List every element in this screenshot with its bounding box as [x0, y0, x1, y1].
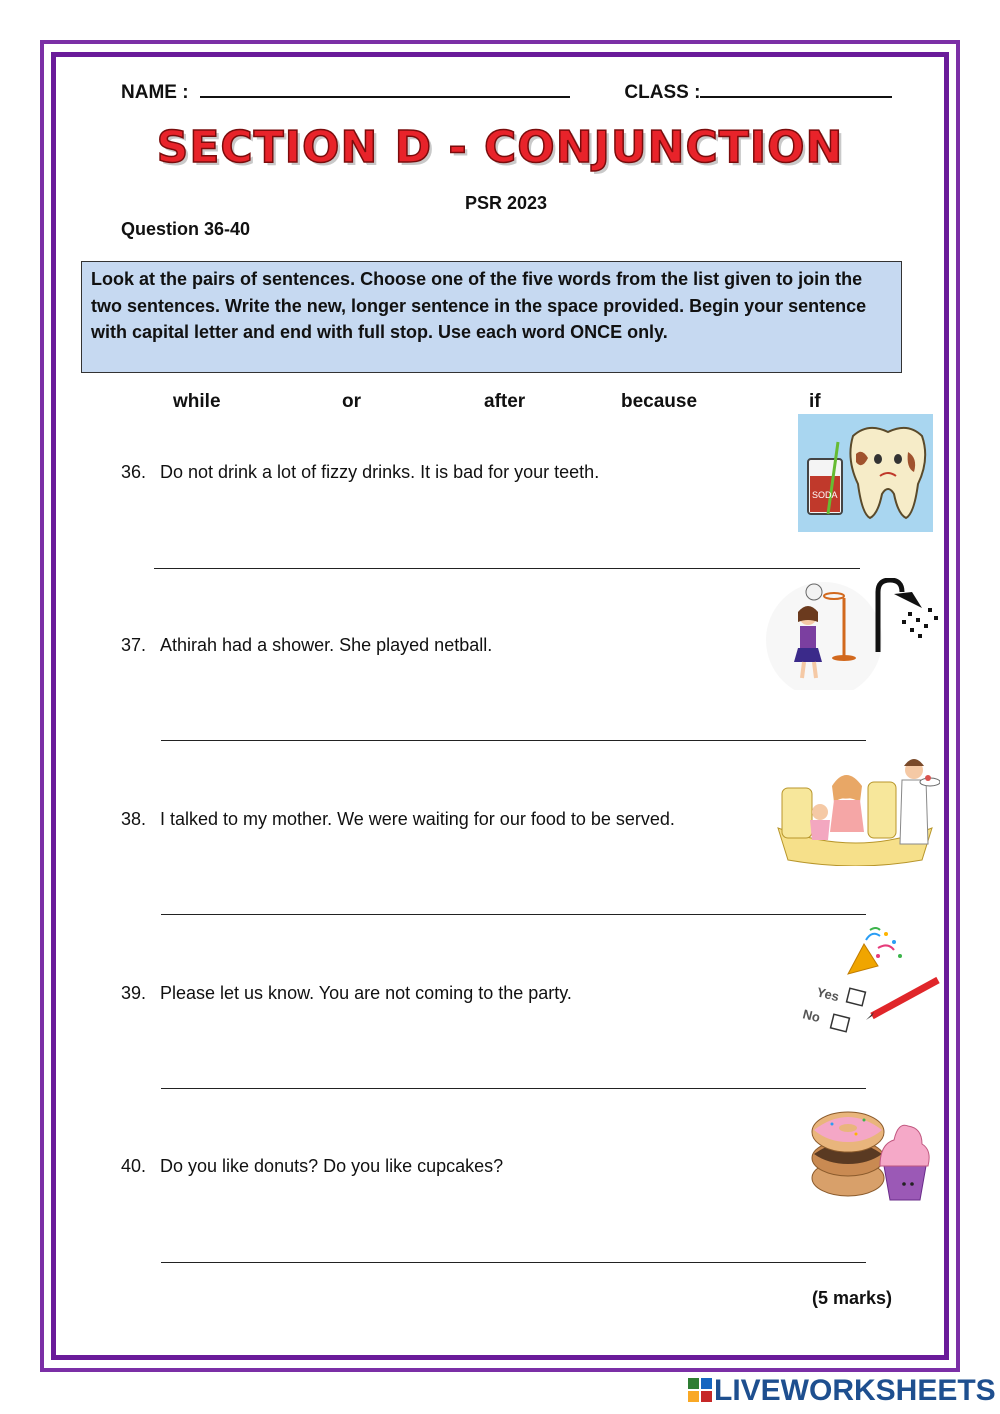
question-39 — [121, 983, 572, 1004]
exam-label: PSR 2023 — [464, 193, 548, 213]
question-number: 38. — [121, 809, 147, 829]
brand-text: LIVEWORKSHEETS — [714, 1374, 996, 1407]
question-number: 36. — [121, 462, 147, 482]
question-38 — [121, 809, 675, 830]
answer-line-39[interactable] — [161, 1088, 866, 1089]
word-bank-item: if — [809, 391, 821, 412]
netball-shower-picture — [762, 578, 944, 690]
yes-label: Yes — [815, 984, 841, 1005]
answer-line-40[interactable] — [161, 1262, 866, 1263]
name-class-row — [121, 80, 892, 104]
question-text: Athirah had a shower. She played netball. — [160, 635, 493, 655]
question-36 — [121, 462, 599, 483]
yes-checkbox — [847, 988, 866, 1005]
party-checkbox-picture — [782, 926, 942, 1038]
name-field[interactable] — [200, 80, 570, 98]
class-field[interactable] — [700, 80, 892, 98]
marks-label: (5 marks) — [811, 1288, 892, 1308]
question-range: Question 36-40 — [121, 219, 251, 239]
restaurant-family-picture — [772, 748, 940, 866]
question-37 — [121, 635, 492, 656]
instruction-box: Look at the pairs of sentences. Choose one of the five words from the list given to join the two sentences. Write the new, longer sentence in the space provided. Begin your sentence with capital letter and end with full stop. Use each word ONCE only. — [81, 261, 902, 373]
name-label: NAME : — [121, 82, 189, 103]
question-text: Please let us know. You are not coming to the party. — [160, 983, 572, 1003]
liveworksheets-brand — [688, 1374, 996, 1408]
question-40 — [121, 1156, 503, 1177]
answer-line-36[interactable] — [154, 568, 860, 569]
soda-tooth-picture — [798, 414, 933, 532]
question-text: Do you like donuts? Do you like cupcakes? — [160, 1156, 504, 1176]
question-text: I talked to my mother. We were waiting for our food to be served. — [160, 809, 675, 829]
question-number: 40. — [121, 1156, 147, 1176]
worksheet-title: SECTION D - CONJUNCTION — [156, 122, 844, 173]
class-label: CLASS : — [624, 82, 701, 103]
no-checkbox — [831, 1014, 850, 1031]
question-text: Do not drink a lot of fizzy drinks. It is bad for your teeth. — [160, 462, 600, 482]
soda-label: SODA — [812, 490, 838, 500]
donuts-cupcake-picture — [808, 1100, 934, 1202]
word-bank-item: or — [342, 391, 361, 412]
word-bank-item: while — [173, 391, 221, 412]
word-bank-item: because — [621, 391, 698, 412]
answer-line-37[interactable] — [161, 740, 866, 741]
answer-line-38[interactable] — [161, 914, 866, 915]
question-number: 37. — [121, 635, 147, 655]
word-bank-item: after — [484, 391, 526, 412]
question-number: 39. — [121, 983, 147, 1003]
no-label: No — [801, 1006, 822, 1026]
liveworksheets-logo-icon — [688, 1378, 712, 1402]
